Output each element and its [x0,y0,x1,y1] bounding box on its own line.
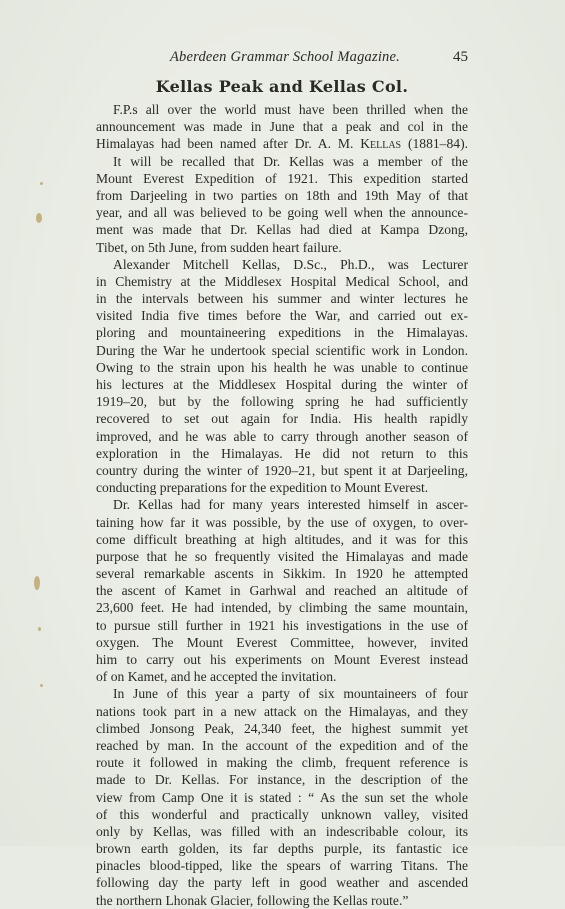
text-line: several remarkable ascents in Sikkim. In 1920 he attempted [96,566,468,582]
foxing-spot [40,182,43,185]
text-line: year, and all was believed to be going well when the announce- [96,205,468,221]
article-body [96,101,468,909]
text-line: to pursue still further in 1921 his investigations in the use of [96,617,468,633]
text-line: brown earth golden, its far depths purple, its fantastic ice [96,841,468,857]
text-line: pinacles blood-tipped, like the spears of warring Titans. The [96,858,468,874]
text-line: country during the winter of 1920–21, but spent it at Darjeeling, [96,462,468,478]
text-line: Himalayas had been named after Dr. A. M. Kellas (1881–84). [96,136,468,152]
text-line: 23,600 feet. He had intended, by climbing the same mountain, [96,600,468,616]
text-line: Alexander Mitchell Kellas, D.Sc., Ph.D., was Lecturer [113,256,468,272]
text-line: come difficult breathing at high altitudes, and it was for this [96,531,468,547]
foxing-spot [36,213,42,223]
text-line: recovered to set out again for India. His health rapidly [96,411,468,427]
text-line: made to Dr. Kellas. For instance, in the description of the [96,772,468,788]
text-line: conducting preparations for the expedition to Mount Everest. [96,480,429,496]
text-line: taining how far it was possible, by the use of oxygen, to over- [96,514,468,530]
running-title: Aberdeen Grammar School Magazine. [170,49,400,65]
text-line: In June of this year a party of six mountaineers of four [113,686,468,702]
text-line: oxygen. The Mount Everest Committee, however, invited [96,634,468,650]
text-line: It will be recalled that Dr. Kellas was a member of the [113,153,468,169]
text-line: F.P.s all over the world must have been thrilled when the [113,102,468,117]
text-line: purpose that he so frequently visited the Himalayas and made [96,548,468,564]
text-line: improved, and he was able to carry through another season of [96,428,468,444]
text-line: in the intervals between his summer and winter lectures he [96,291,468,307]
text-line: ment was made that Dr. Kellas had died at Kampa Dzong, [96,222,468,238]
text-line: exploration in the Himalayas. He did not return to this [96,445,468,461]
text-line: view from Camp One it is stated : “ As the sun set the whole [96,789,468,805]
text-line: visited India five times before the War, and carried out ex- [96,308,468,324]
text-line: from Darjeeling in two parties on 18th and 19th May of that [96,187,468,203]
foxing-spot [34,576,40,590]
text-line: Tibet, on 5th June, from sudden heart failure. [96,239,342,255]
text-line: During the War he undertook special scientific work in London. [96,342,468,358]
text-line: of on Kamet, and he accepted the invitation. [96,669,337,685]
surname-smallcaps: Kellas [360,136,402,152]
text-line: Owing to the strain upon his health he was unable to continue [96,359,468,375]
text-line: Dr. Kellas had for many years interested himself in ascer- [113,497,468,513]
text-line: reached by man. In the account of the expedition and of the [96,737,468,753]
text-line: climbed Jonsong Peak, 24,340 feet, the highest summit yet [96,720,468,736]
text-line: his lectures at the Middlesex Hospital during the winter of [96,377,468,392]
text-line: only by Kellas, was filled with an indescribable colour, its [96,823,468,839]
running-header [96,49,468,67]
article-title: Kellas Peak and Kellas Col. [155,77,409,96]
foxing-spot [38,627,41,631]
text-line: following day the party left in good weather and ascended [96,875,468,891]
text-line: route it followed in making the climb, frequent reference is [96,755,468,771]
foxing-spot [40,684,43,687]
text-line: the northern Lhonak Glacier, following the Kellas route.” [96,892,409,908]
page-number: 45 [453,49,468,65]
text-line: of this wonderful and practically unknown valley, visited [96,806,468,822]
text-line: him to carry out his experiments on Mount Everest instead [96,652,468,667]
text-line: Mount Everest Expedition of 1921. This expedition started [96,170,468,186]
text-line: 1919–20, but by the following spring he had sufficiently [96,394,468,410]
text-line: nations took part in a new attack on the Himalayas, and they [96,703,468,719]
text-line: the ascent of Kamet in Garhwal and reached an altitude of [96,583,468,599]
text-line: announcement was made in June that a peak and col in the [96,119,468,135]
text-line: in Chemistry at the Middlesex Hospital Medical School, and [96,273,468,289]
text-line: ploring and mountaineering expeditions in the Himalayas. [96,325,468,341]
